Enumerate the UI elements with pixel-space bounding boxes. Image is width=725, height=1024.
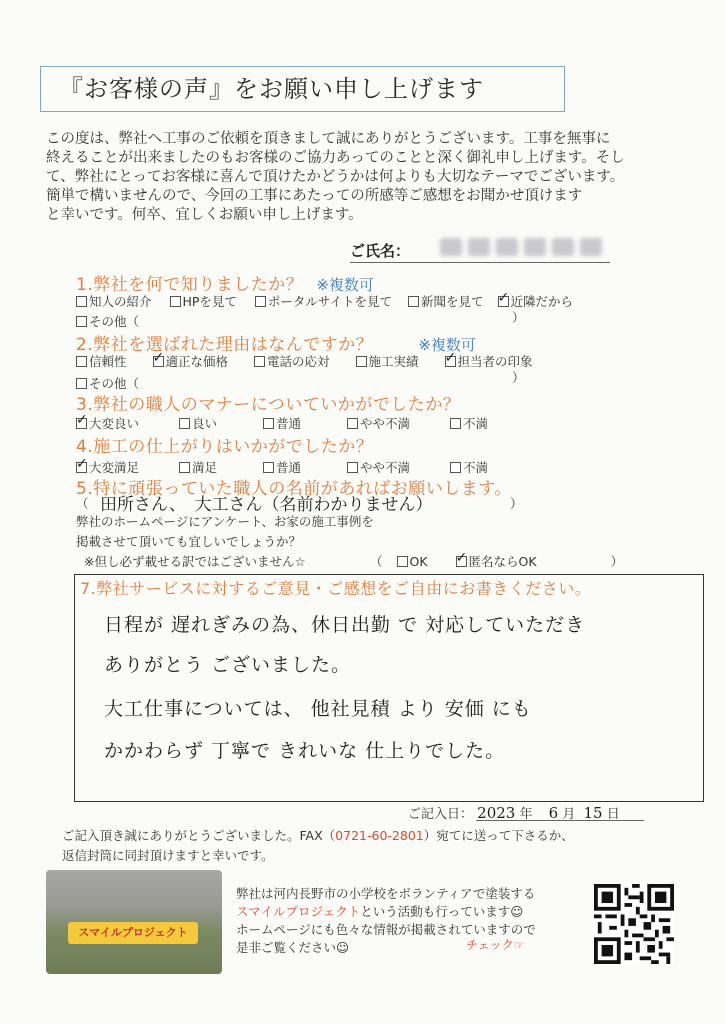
form-title: 『お客様の声』をお願い申し上げます: [40, 66, 565, 112]
smile-project-text: スマイルプロジェクト: [236, 904, 361, 919]
date-row: ご記入日： 2023 年 6 月 15 日: [408, 804, 620, 822]
q2-option[interactable]: 信頼性: [76, 354, 127, 369]
name-underline: [350, 262, 610, 263]
checkbox-checked[interactable]: [456, 556, 467, 567]
q6-ok-option[interactable]: OK: [397, 554, 428, 569]
q7-line: 日程が 遅れぎみの為、休日出勤 で 対応していただき: [104, 614, 586, 636]
thanks-line2: 返信封筒に同封頂けますと幸いです。: [62, 848, 274, 863]
q2-option[interactable]: 施工実績: [356, 354, 419, 369]
q2-other[interactable]: その他（: [76, 374, 139, 392]
qr-code[interactable]: [594, 884, 674, 964]
intro-line: て、弊社にとってお客様に喜んで頂けたかどうかは何よりも大切なテーマでございます。: [46, 169, 625, 185]
checkbox[interactable]: [179, 462, 190, 473]
date-day[interactable]: 15: [583, 804, 603, 822]
q2-close-paren: ）: [512, 370, 525, 385]
q2-note: ※複数可: [418, 336, 476, 354]
q7-line: 大工仕事については、 他社見積 より 安価 にも: [104, 698, 532, 720]
name-label: ご氏名：: [350, 242, 411, 260]
qr-code-icon: [594, 884, 674, 964]
q3-option[interactable]: 良い: [179, 416, 217, 431]
q1-close-paren: ）: [512, 310, 525, 325]
checkbox-checked[interactable]: [445, 356, 456, 367]
date-month[interactable]: 6: [548, 804, 559, 822]
q2-options: [76, 352, 533, 370]
q1-option[interactable]: HPを見て: [170, 294, 237, 309]
q4-option[interactable]: 不満: [450, 460, 488, 475]
checkbox[interactable]: [254, 356, 265, 367]
intro-line: この度は、弊社へ工事のご依頼を頂きまして誠にありがとうございます。工事を無事に: [46, 131, 611, 147]
q2-label: 2.弊社を選ばれた理由はなんですか？: [76, 335, 374, 355]
intro-text: [46, 130, 686, 225]
checkbox[interactable]: [408, 296, 419, 307]
q1-label: 1.弊社を何で知りましたか？: [76, 275, 304, 295]
q2-option[interactable]: ✓ 担当者の印象: [445, 354, 533, 369]
checkbox[interactable]: [450, 462, 461, 473]
q3-option[interactable]: 普通: [263, 416, 301, 431]
q7-label: 7.弊社サービスに対するご意見・ご感想をご自由にお書きください。: [80, 579, 592, 598]
checkbox[interactable]: [347, 418, 358, 429]
q5-label: 5.特に頑張っていた職人の名前があればお願いします。: [76, 479, 512, 499]
q1-option[interactable]: 知人の紹介: [76, 294, 152, 309]
name-redacted: [440, 238, 610, 260]
q4-option[interactable]: やや不満: [347, 460, 410, 475]
q1-option[interactable]: ✓ 近隣だから: [498, 294, 574, 309]
checkbox-checked[interactable]: [153, 356, 164, 367]
checkbox[interactable]: [76, 296, 87, 307]
smile-project-photo: [46, 870, 222, 974]
date-underline: [476, 820, 644, 821]
q2-option[interactable]: ✓ 適正な価格: [153, 354, 229, 369]
date-year[interactable]: 2023: [477, 804, 516, 822]
checkbox-checked[interactable]: [76, 418, 87, 429]
q6-line1: 弊社のホームページにアンケート、お家の施工事例を: [76, 514, 374, 529]
q2-option[interactable]: 電話の応対: [254, 354, 330, 369]
checkbox[interactable]: [347, 462, 358, 473]
intro-line: と幸いです。何卒、宜しくお願い申し上げます。: [46, 207, 363, 223]
q3-option[interactable]: やや不満: [347, 416, 410, 431]
intro-line: 終えることが出来ましたのもお客様のご協力あってのことと深く御礼申し上げます。そし: [46, 150, 625, 166]
q1-option[interactable]: 新聞を見て: [408, 294, 484, 309]
q3-option[interactable]: ✓大変良い: [76, 416, 139, 431]
q3-label: 3.弊社の職人のマナーについていかがでしたか？: [76, 395, 461, 415]
q5-answer[interactable]: 田所さん、 大工さん（名前わかりません）: [100, 495, 433, 515]
q1-option[interactable]: ポータルサイトを見て: [255, 294, 392, 309]
checkbox[interactable]: [356, 356, 367, 367]
footer-line3: ホームページにも色々な情報が掲載されていますので: [236, 922, 536, 937]
q6-line2: 掲載させて頂いても宜しいでしょうか？: [76, 534, 302, 549]
q6-disclaimer: ※但し必ず載せる訳ではございません☆: [84, 554, 306, 569]
checkbox[interactable]: [76, 316, 87, 327]
checkbox[interactable]: [76, 356, 87, 367]
q5-close-paren: ）: [510, 496, 523, 511]
q3-option[interactable]: 不満: [450, 416, 488, 431]
checkbox[interactable]: [397, 556, 408, 567]
q5-open-paren: （: [76, 496, 89, 511]
checkbox[interactable]: [263, 418, 274, 429]
fax-number: 0721-60-2801: [335, 828, 424, 843]
check-link[interactable]: チェック☞: [466, 938, 525, 952]
checkbox-checked[interactable]: [76, 462, 87, 473]
q6-anon-option[interactable]: ✓ 匿名ならOK: [456, 554, 537, 569]
footer-line2: スマイルプロジェクトという活動も行っています☺: [236, 904, 524, 919]
photo-banner: スマイルプロジェクト: [68, 922, 198, 944]
checkbox[interactable]: [76, 378, 87, 389]
thanks-line1: ご記入頂き誠にありがとうございました。FAX（0721-60-2801）宛てに送って下さるか、: [62, 828, 574, 843]
q7-box[interactable]: [74, 574, 704, 802]
checkbox[interactable]: [263, 462, 274, 473]
checkbox[interactable]: [450, 418, 461, 429]
checkbox[interactable]: [255, 296, 266, 307]
q4-option[interactable]: 満足: [179, 460, 217, 475]
checkbox-checked[interactable]: [498, 296, 509, 307]
q7-line: ありがとう ございました。: [104, 654, 352, 676]
q1-note: ※複数可: [316, 276, 374, 294]
intro-line: 簡単で構いませんので、今回の工事にあたっての所感等ご感想をお聞かせ頂けます: [46, 188, 583, 204]
q3-options: [76, 414, 488, 432]
q4-label: 4.施工の仕上がりはいかがでしたか？: [76, 437, 374, 457]
q7-line: かかわらず 丁寧で きれいな 仕上りでした。: [104, 740, 506, 762]
q4-option[interactable]: ✓大変満足: [76, 460, 139, 475]
footer-line4: 是非ご覧ください☺: [236, 940, 350, 955]
q1-other[interactable]: その他（: [76, 312, 139, 330]
footer-line1: 弊社は河内長野市の小学校をボランティアで塗装する: [236, 886, 536, 901]
date-label: ご記入日：: [408, 807, 474, 822]
checkbox[interactable]: [179, 418, 190, 429]
checkbox[interactable]: [170, 296, 181, 307]
q4-option[interactable]: 普通: [263, 460, 301, 475]
q1-options: [76, 292, 573, 310]
q6-choices: （ OK ✓ 匿名ならOK ）: [370, 552, 623, 570]
